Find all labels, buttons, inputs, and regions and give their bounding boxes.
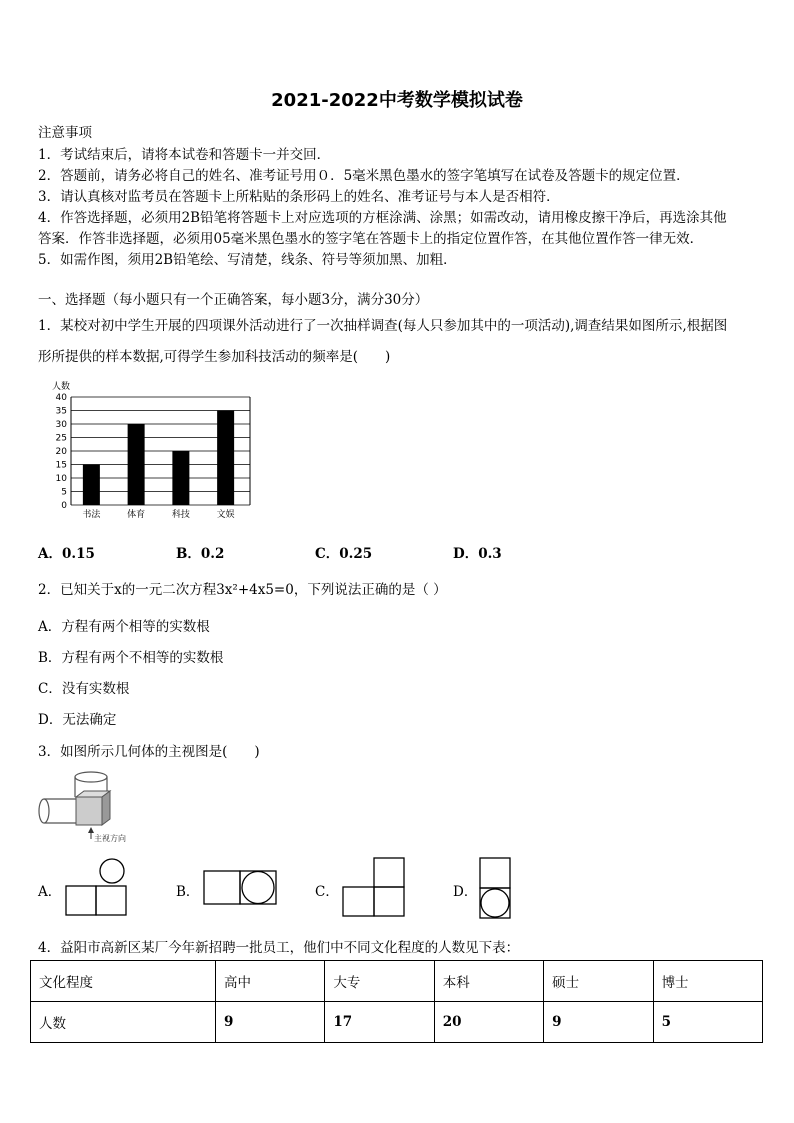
q3-option-a-figure[interactable]	[62, 858, 130, 918]
table-cell: 硕士	[544, 961, 653, 1002]
y-tick-label: 30	[55, 420, 67, 430]
y-tick-label: 15	[55, 460, 67, 471]
q1-option-c[interactable]: C．0.25	[315, 546, 373, 562]
table-cell: 9	[544, 1002, 653, 1043]
table-row	[31, 1002, 763, 1043]
q3-option-c-figure[interactable]	[339, 855, 409, 920]
page-title: 2021-2022中考数学模拟试卷	[271, 90, 523, 111]
table-cell: 20	[434, 1002, 543, 1043]
q1-stem-line1: 1．某校对初中学生开展的四项课外活动进行了一次抽样调查(每人只参加其中的一项活动),调查结果如图所示,根据图	[38, 318, 728, 334]
y-tick-label: 25	[55, 433, 67, 444]
y-tick-label: 35	[55, 406, 67, 417]
bar	[83, 465, 100, 506]
q2-option-d[interactable]: D．无法确定	[38, 712, 117, 728]
y-tick-label: 5	[61, 487, 67, 498]
table-cell: 人数	[31, 1002, 216, 1043]
q1-option-d[interactable]: D．0.3	[453, 546, 502, 562]
q3-option-a[interactable]: A．	[38, 884, 62, 900]
table-cell: 17	[325, 1002, 434, 1043]
x-tick-label: 文娱	[216, 510, 235, 520]
q3-option-d[interactable]: D．	[453, 884, 478, 900]
q2-option-b[interactable]: B．方程有两个不相等的实数根	[38, 650, 224, 666]
table-cell: 9	[216, 1002, 325, 1043]
section-heading: 一、选择题（每小题只有一个正确答案，每小题3分，满分30分）	[38, 292, 429, 308]
table-cell: 博士	[653, 961, 762, 1002]
x-tick-label: 体育	[127, 510, 146, 520]
notice-item: 2．答题前，请务必将自己的姓名、准考证号用０．5毫米黑色墨水的签字笔填写在试卷及答题卡的规定位置．	[38, 168, 690, 184]
table-cell: 大专	[325, 961, 434, 1002]
q1-stem-line2: 形所提供的样本数据,可得学生参加科技活动的频率是( )	[38, 349, 391, 365]
table-cell: 高中	[216, 961, 325, 1002]
q4-table	[30, 960, 763, 1043]
bar	[128, 424, 145, 505]
y-tick-label: 0	[61, 501, 67, 511]
q3-option-c[interactable]: C．	[315, 884, 339, 900]
q4-stem: 4．益阳市高新区某厂今年新招聘一批员工，他们中不同文化程度的人数见下表：	[38, 940, 520, 956]
x-tick-label: 书法	[82, 510, 101, 520]
y-tick-label: 40	[55, 393, 67, 403]
q2-stem: 2．已知关于x的一元二次方程3x²+4x5=0，下列说法正确的是（ ）	[38, 582, 447, 598]
q3-stem: 3．如图所示几何体的主视图是( )	[38, 744, 260, 760]
q2-option-a[interactable]: A．方程有两个相等的实数根	[38, 619, 210, 635]
bar	[172, 451, 189, 505]
y-tick-label: 10	[55, 474, 67, 484]
notice-item: 4．作答选择题，必须用2B铅笔将答题卡上对应选项的方框涂满、涂黑；如需改动，请用橡皮擦干净后，再选涂其他	[38, 210, 727, 226]
table-cell: 5	[653, 1002, 762, 1043]
q3-option-b-figure[interactable]	[200, 868, 280, 908]
q3-option-d-figure[interactable]	[475, 855, 515, 922]
y-axis-label: 人数	[52, 382, 71, 392]
table-cell: 文化程度	[31, 961, 216, 1002]
q1-option-a[interactable]: A．0.15	[38, 546, 95, 562]
q3-option-b[interactable]: B．	[176, 884, 200, 900]
notice-item: 3．请认真核对监考员在答题卡上所粘贴的条形码上的姓名、准考证号与本人是否相符．	[38, 189, 560, 205]
bar-chart	[38, 375, 268, 525]
q2-option-c[interactable]: C．没有实数根	[38, 681, 130, 697]
q3-solid-figure	[36, 765, 146, 850]
q1-option-b[interactable]: B．0.2	[176, 546, 225, 562]
notice-item: 答案．作答非选择题，必须用05毫米黑色墨水的签字笔在答题卡上的指定位置作答，在其他位置作答一律无效．	[38, 231, 704, 247]
y-tick-label: 20	[55, 447, 67, 457]
direction-label: 主视方向	[94, 834, 126, 843]
table-header-row	[31, 961, 763, 1002]
table-cell: 本科	[434, 961, 543, 1002]
notice-heading: 注意事项	[38, 125, 92, 141]
bar	[217, 411, 234, 506]
notice-item: 5．如需作图，须用2B铅笔绘、写清楚，线条、符号等须加黑、加粗．	[38, 252, 457, 268]
x-tick-label: 科技	[171, 510, 190, 520]
notice-item: 1．考试结束后，请将本试卷和答题卡一并交回．	[38, 147, 331, 163]
